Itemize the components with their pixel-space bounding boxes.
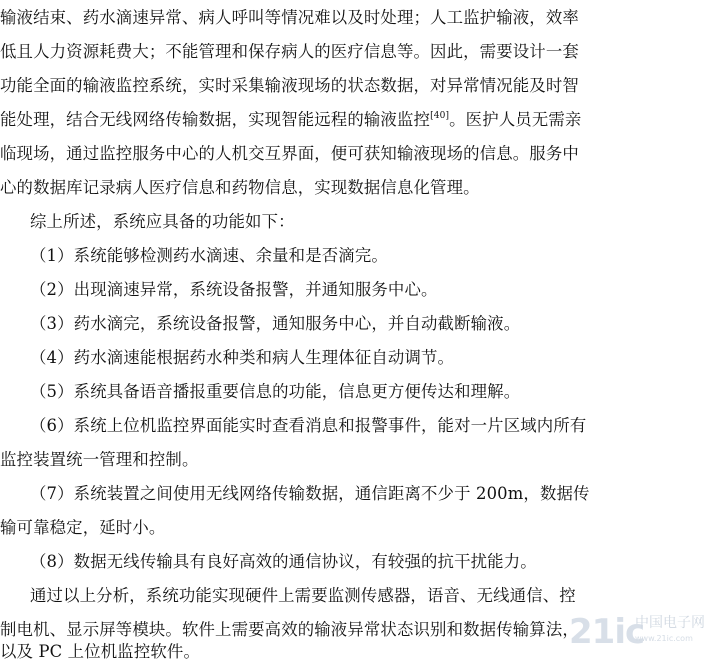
watermark-site-name: 中国电子网: [635, 615, 705, 631]
text-line: [0, 144, 727, 164]
watermark-url: www.21ic.com: [635, 634, 693, 643]
watermark-logo: [569, 606, 719, 652]
list-item: [0, 280, 727, 300]
text-span: 输可靠稳定，延时小。: [0, 518, 166, 537]
text-span: 输液结束、药水滴速异常、病人呼叫等情况难以及时处理；人工监护输液，效率: [0, 8, 579, 27]
watermark-logo-text: 21ic: [569, 612, 645, 652]
list-item: [0, 552, 727, 572]
text-line: [0, 450, 727, 470]
list-item: [0, 348, 727, 368]
text-span: （4）药水滴速能根据药水种类和病人生理体征自动调节。: [30, 348, 455, 367]
text-span: （5）系统具备语音播报重要信息的功能，信息更方便传达和理解。: [30, 382, 521, 401]
text-line: [0, 586, 727, 606]
text-span: （6）系统上位机监控界面能实时查看消息和报警事件，能对一片区域内所有: [30, 416, 587, 435]
text-span: （7）系统装置之间使用无线网络传输数据，通信距离不少于 200m，数据传: [30, 484, 590, 503]
text-span: 临现场，通过监控服务中心的人机交互界面，便可获知输液现场的信息。服务中: [0, 144, 579, 163]
list-item: [0, 382, 727, 402]
text-line: [0, 518, 727, 538]
text-span: 低且人力资源耗费大；不能管理和保存病人的医疗信息等。因此，需要设计一套: [0, 42, 579, 61]
text-span: 以及 PC 上位机监控软件。: [0, 642, 200, 661]
text-line: [0, 76, 727, 96]
text-span: 。医护人员无需亲: [449, 110, 582, 129]
text-span: 监控装置统一管理和控制。: [0, 450, 199, 469]
text-line: [0, 110, 727, 130]
citation-ref: [40]: [430, 110, 450, 121]
text-span: 通过以上分析，系统功能实现硬件上需要监测传感器，语音、无线通信、控: [30, 586, 576, 605]
text-span: 综上所述，系统应具备的功能如下：: [30, 212, 295, 231]
text-line: [0, 178, 727, 198]
list-item: [0, 416, 727, 436]
text-span: 心的数据库记录病人医疗信息和药物信息，实现数据信息化管理。: [0, 178, 480, 197]
text-span: 功能全面的输液监控系统，实时采集输液现场的状态数据，对异常情况能及时智: [0, 76, 579, 95]
list-item: [0, 246, 727, 266]
text-span: （3）药水滴完，系统设备报警，通知服务中心，并自动截断输液。: [30, 314, 521, 333]
text-span: （1）系统能够检测药水滴速、余量和是否滴完。: [30, 246, 388, 265]
list-item: [0, 314, 727, 334]
text-span: （8）数据无线传输具有良好高效的通信协议，有较强的抗干扰能力。: [30, 552, 537, 571]
text-line: [0, 8, 727, 28]
text-span: 制电机、显示屏等模块。软件上需要高效的输液异常状态识别和数据传输算法，: [0, 620, 579, 639]
text-line: [0, 212, 727, 232]
text-line: [0, 42, 727, 62]
list-item: [0, 484, 727, 504]
text-span: （2）出现滴速异常，系统设备报警，并通知服务中心。: [30, 280, 438, 299]
text-span: 能处理，结合无线网络传输数据，实现智能远程的输液监控: [0, 110, 431, 129]
